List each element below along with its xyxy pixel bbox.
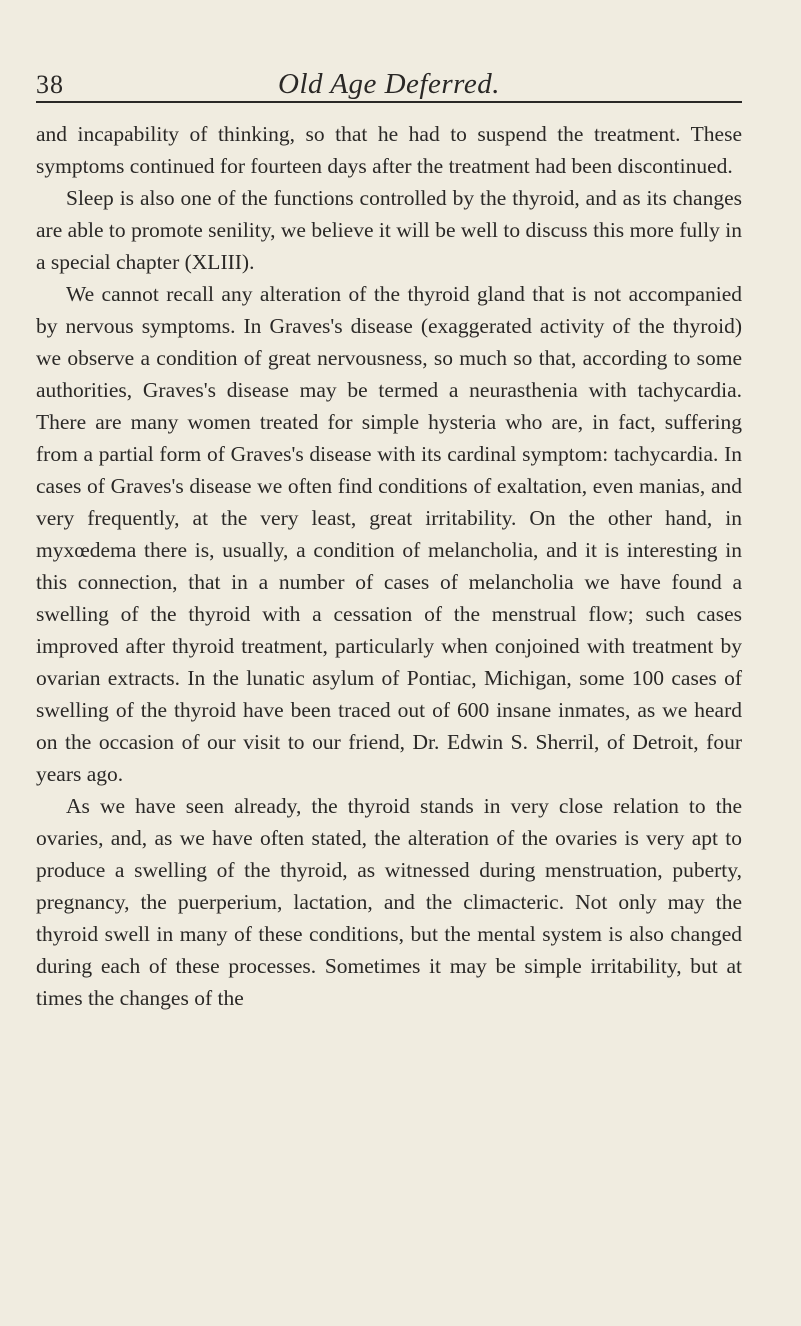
page-number: 38 — [36, 70, 64, 99]
body-text — [36, 118, 742, 1014]
paragraph: As we have seen already, the thyroid stands in very close relation to the ovaries, and, as we have often stated, the alteration of the ovaries is very apt to produce a swelling of the thyroid, as witnessed during menstruation, puberty, pregnancy, the puerperium, lactation, and the climacteric. Not only may the thyroid swell in many of these conditions, but the mental system is also changed during each of these processes. Sometimes it may be simple irritability, but at times the changes of the — [36, 794, 742, 1010]
header-rule — [36, 101, 742, 103]
paragraph: We cannot recall any alteration of the thyroid gland that is not accompanied by nervous symptoms. In Graves's disease (exaggerated activity of the thyroid) we observe a condition of great nervousness, so much so that, according to some authorities, Graves's disease may be termed a neurasthenia with tachycardia. There are many women treated for simple hysteria who are, in fact, suffering from a partial form of Graves's disease with its cardinal symptom: tachycardia. In cases of Graves's disease we often find conditions of exaltation, even manias, and very frequently, at the very least, great irritability. On the other hand, in myxœdema there is, usually, a condition of melancholia, and it is interesting in this connection, that in a number of cases of melancholia we have found a swelling of the thyroid with a cessation of the menstrual flow; such cases improved after thyroid treatment, particularly when conjoined with treatment by ovarian extracts. In the lunatic asylum of Pontiac, Michigan, some 100 cases of swelling of the thyroid have been traced out of 600 insane inmates, as we heard on the occasion of our visit to our friend, Dr. Edwin S. Sherril, of Detroit, four years ago. — [36, 282, 742, 786]
paragraph: and incapability of thinking, so that he had to suspend the treatment. These symptoms continued for fourteen days after the treatment had been discontinued. — [36, 122, 742, 178]
running-title: Old Age Deferred. — [278, 68, 500, 100]
page-header — [36, 64, 742, 104]
paragraph: Sleep is also one of the functions controlled by the thyroid, and as its changes are able to promote senility, we believe it will be well to discuss this more fully in a special chapter (XLIII). — [36, 186, 742, 274]
